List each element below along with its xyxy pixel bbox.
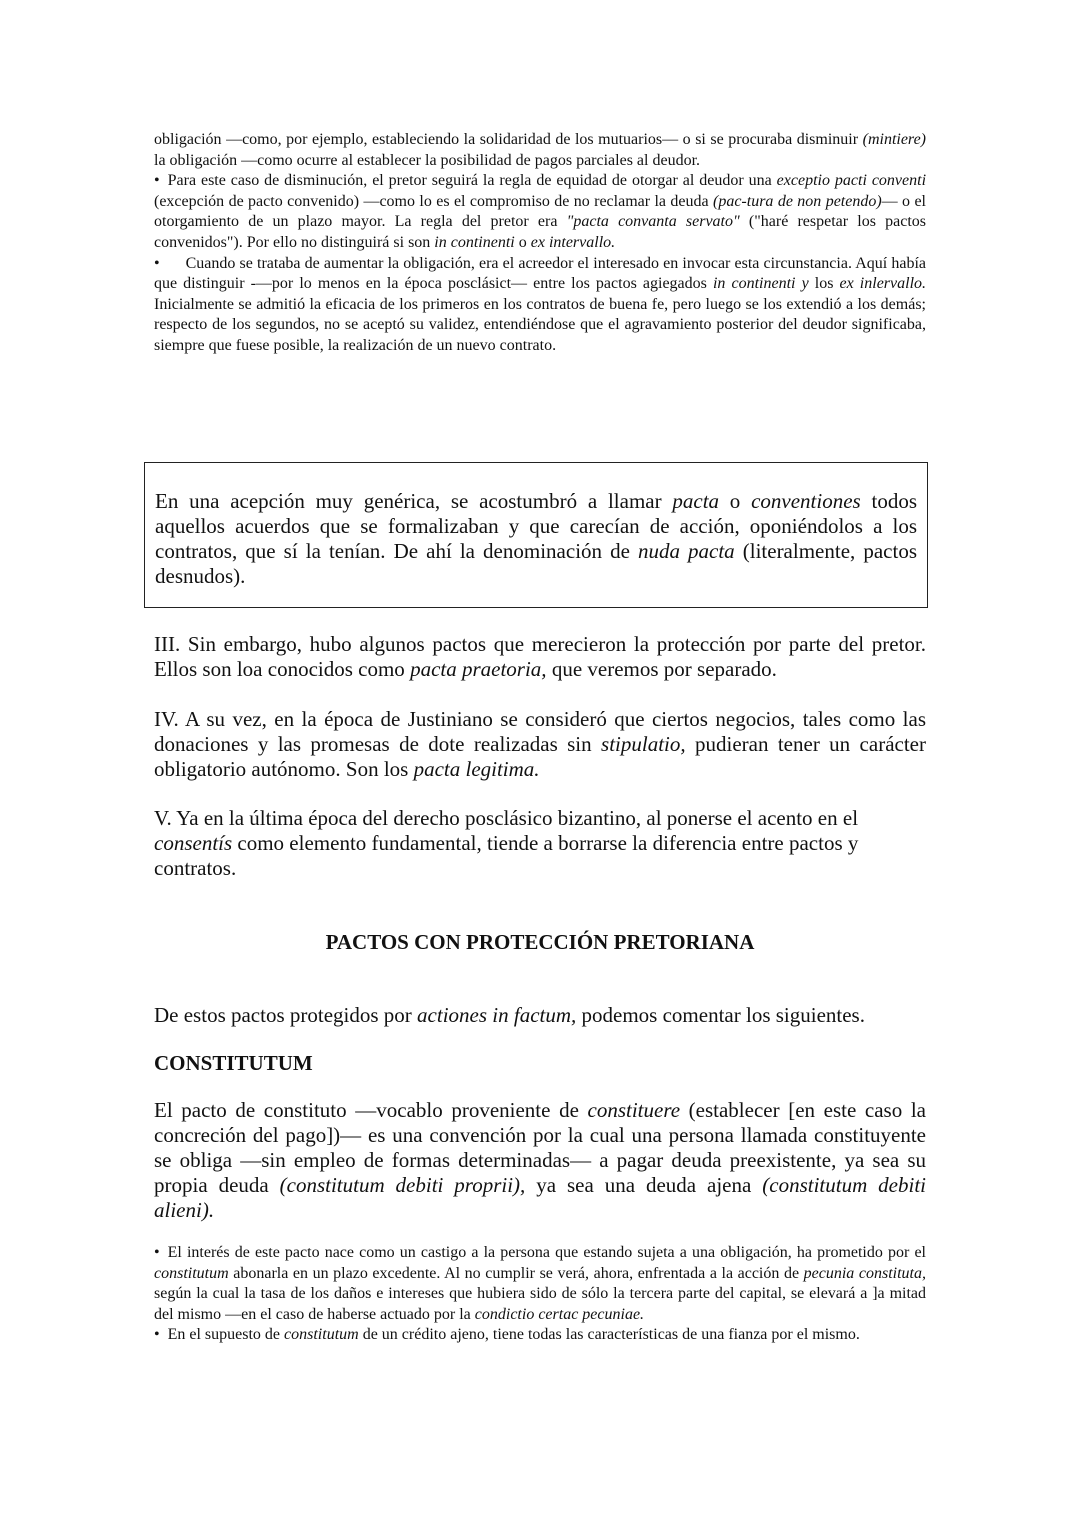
text-run: o xyxy=(514,233,531,251)
italic-run: (pac-tura de non petendo) xyxy=(713,192,882,210)
text-run: ("haré respetar los pactos convenidos"). Por ello no distinguirá si son xyxy=(154,213,926,251)
italic-run: exceptio pacti conventi xyxy=(776,172,927,190)
text-run: En el supuesto de xyxy=(167,1326,285,1344)
paragraph xyxy=(154,707,926,782)
bullet-paragraph xyxy=(154,254,926,357)
bullet-paragraph xyxy=(154,1325,926,1346)
paragraph xyxy=(154,806,926,881)
italic-run: pecunia constituta, xyxy=(803,1264,926,1282)
text-run: como elemento fundamental, tiende a borrarse la diferencia entre pactos y contratos. xyxy=(154,831,859,880)
paragraph xyxy=(154,1098,926,1223)
constitutum-paragraph xyxy=(154,1098,926,1223)
text-run: — o el otorgamiento de un plazo mayor. La regla del pretor era xyxy=(154,192,926,231)
bullet-paragraph xyxy=(154,1243,926,1325)
text-run: (literalmente, pactos desnudos). xyxy=(155,539,917,588)
italic-run: pacta xyxy=(672,489,720,513)
italic-run: constituere xyxy=(587,1098,681,1122)
text-run: obligación —como, por ejemplo, estableciendo la solidaridad de los mutuarios— o si se procuraba disminuir xyxy=(154,131,863,148)
box-paragraph xyxy=(155,489,917,589)
paragraph xyxy=(154,130,926,171)
text-run: la obligación —como ocurre al establecer la posibilidad de pagos parciales al deudor. xyxy=(154,151,701,169)
italic-run: condictio certac pecuniae. xyxy=(474,1305,645,1323)
italic-run: constitutum xyxy=(154,1264,229,1282)
italic-run: ex intervallo. xyxy=(530,233,616,251)
text-run: El interés de este pacto nace como un castigo a la persona que estando sujeta a una obligación, ha prometido por el xyxy=(167,1244,926,1261)
text-run: o xyxy=(719,489,752,513)
bullet-paragraph xyxy=(154,171,926,253)
italic-run: nuda pacta xyxy=(637,539,735,563)
text-run: de un crédito ajeno, tiene todas las características de una fianza por el mismo. xyxy=(358,1326,860,1344)
text-run: todos aquellos acuerdos que se formalizaban y que carecían de acción, oponiéndolos a los contratos, que sí la tenían. De ahí la denominación de xyxy=(155,489,918,563)
text-run: que veremos por separado. xyxy=(546,657,777,681)
bullet: • xyxy=(154,1326,160,1344)
intro-paragraph xyxy=(154,1003,926,1028)
text-run: abonarla en un plazo excedente. Al no cumplir se verá, ahora, enfrentada a la acción de xyxy=(228,1264,804,1282)
italic-run: stipulatio, xyxy=(601,732,686,756)
paragraph xyxy=(154,1003,926,1028)
italic-run: "pacta convanta servato" xyxy=(566,213,740,231)
italic-run: consentís xyxy=(154,831,233,855)
section-heading: PACTOS CON PROTECCIÓN PRETORIANA xyxy=(325,930,755,954)
bottom-text-block xyxy=(154,1243,926,1346)
section-iii xyxy=(154,632,926,682)
italic-run: pacta legitima. xyxy=(413,757,540,781)
italic-run: in continenti y xyxy=(712,275,809,293)
text-run: (excepción de pacto convenido) —como lo es el compromiso de no reclamar la deuda xyxy=(154,192,713,210)
section-v xyxy=(154,806,926,881)
text-run: pudieran tener un carácter obligatorio autónomo. Son los xyxy=(154,732,926,781)
section-iv xyxy=(154,707,926,782)
text-run: III. Sin embargo, hubo algunos pactos que merecieron la protección por parte del pretor. Ellos son loa conocidos como xyxy=(154,632,926,681)
text-run: Cuando se trataba de aumentar la obligación, era el acreedor el interesado en invocar esta circunstancia. Aquí había que distinguir -—por lo menos en la época posclásict— entre los pactos agiegados xyxy=(154,254,926,293)
italic-run: pacta praetoria, xyxy=(410,657,547,681)
bullet: • xyxy=(154,254,160,272)
text-run: podemos comentar los siguientes. xyxy=(576,1003,865,1027)
text-run: ya sea una deuda ajena xyxy=(525,1173,763,1197)
italic-run: (mintiere) xyxy=(862,131,926,148)
text-run: IV. A su vez, en la época de Justiniano se consideró que ciertos negocios, tales como las donaciones y las promesas de dote realizadas sin xyxy=(154,707,926,756)
text-run: según la cual la tasa de los daños e intereses que hubiera sido de sólo la tercera parte del capital, se elevará a ]a mitad del mismo —en el caso de haberse actuado por la xyxy=(154,1285,926,1323)
italic-run: (constitutum debiti proprii), xyxy=(279,1173,526,1197)
italic-run: (constitutum debiti alieni). xyxy=(154,1173,926,1222)
top-text-block xyxy=(154,130,926,357)
definition-box xyxy=(144,462,928,608)
italic-run: constitutum xyxy=(284,1326,359,1344)
text-run: V. Ya en la última época del derecho posclásico bizantino, al ponerse el acento en el xyxy=(154,806,859,830)
text-run: los xyxy=(808,275,840,293)
text-run: Para este caso de disminución, el pretor seguirá la regla de equidad de otorgar al deudor una xyxy=(167,172,777,190)
italic-run: ex inlervallo. xyxy=(839,275,927,293)
paragraph xyxy=(154,632,926,682)
text-run: Inicialmente se admitió la eficacia de los primeros en los contratos de buena fe, pero luego se los extendió a los demás; respecto de los segundos, no se aceptó su validez, entendiéndose que el agravamiento posterior del deudor significaba, siempre que fuese posible, la realización de un nuevo contrato. xyxy=(154,295,926,354)
text-run: En una acepción muy genérica, se acostumbró a llamar xyxy=(155,489,673,513)
text-run: El pacto de constituto —vocablo proveniente de xyxy=(154,1098,588,1122)
bullet: • xyxy=(154,1244,160,1261)
subheading: CONSTITUTUM xyxy=(154,1051,313,1075)
italic-run: actiones in factum, xyxy=(417,1003,577,1027)
text-run: De estos pactos protegidos por xyxy=(154,1003,418,1027)
italic-run: in continenti xyxy=(434,233,515,251)
bullet: • xyxy=(154,172,160,190)
text-run: (establecer [en este caso la concreción del pago])— es una convención por la cual una persona llamada constituyente se obliga —sin empleo de formas determinadas— a pagar deuda preexistente, ya sea su propia deuda xyxy=(154,1098,926,1197)
italic-run: conventiones xyxy=(751,489,861,513)
